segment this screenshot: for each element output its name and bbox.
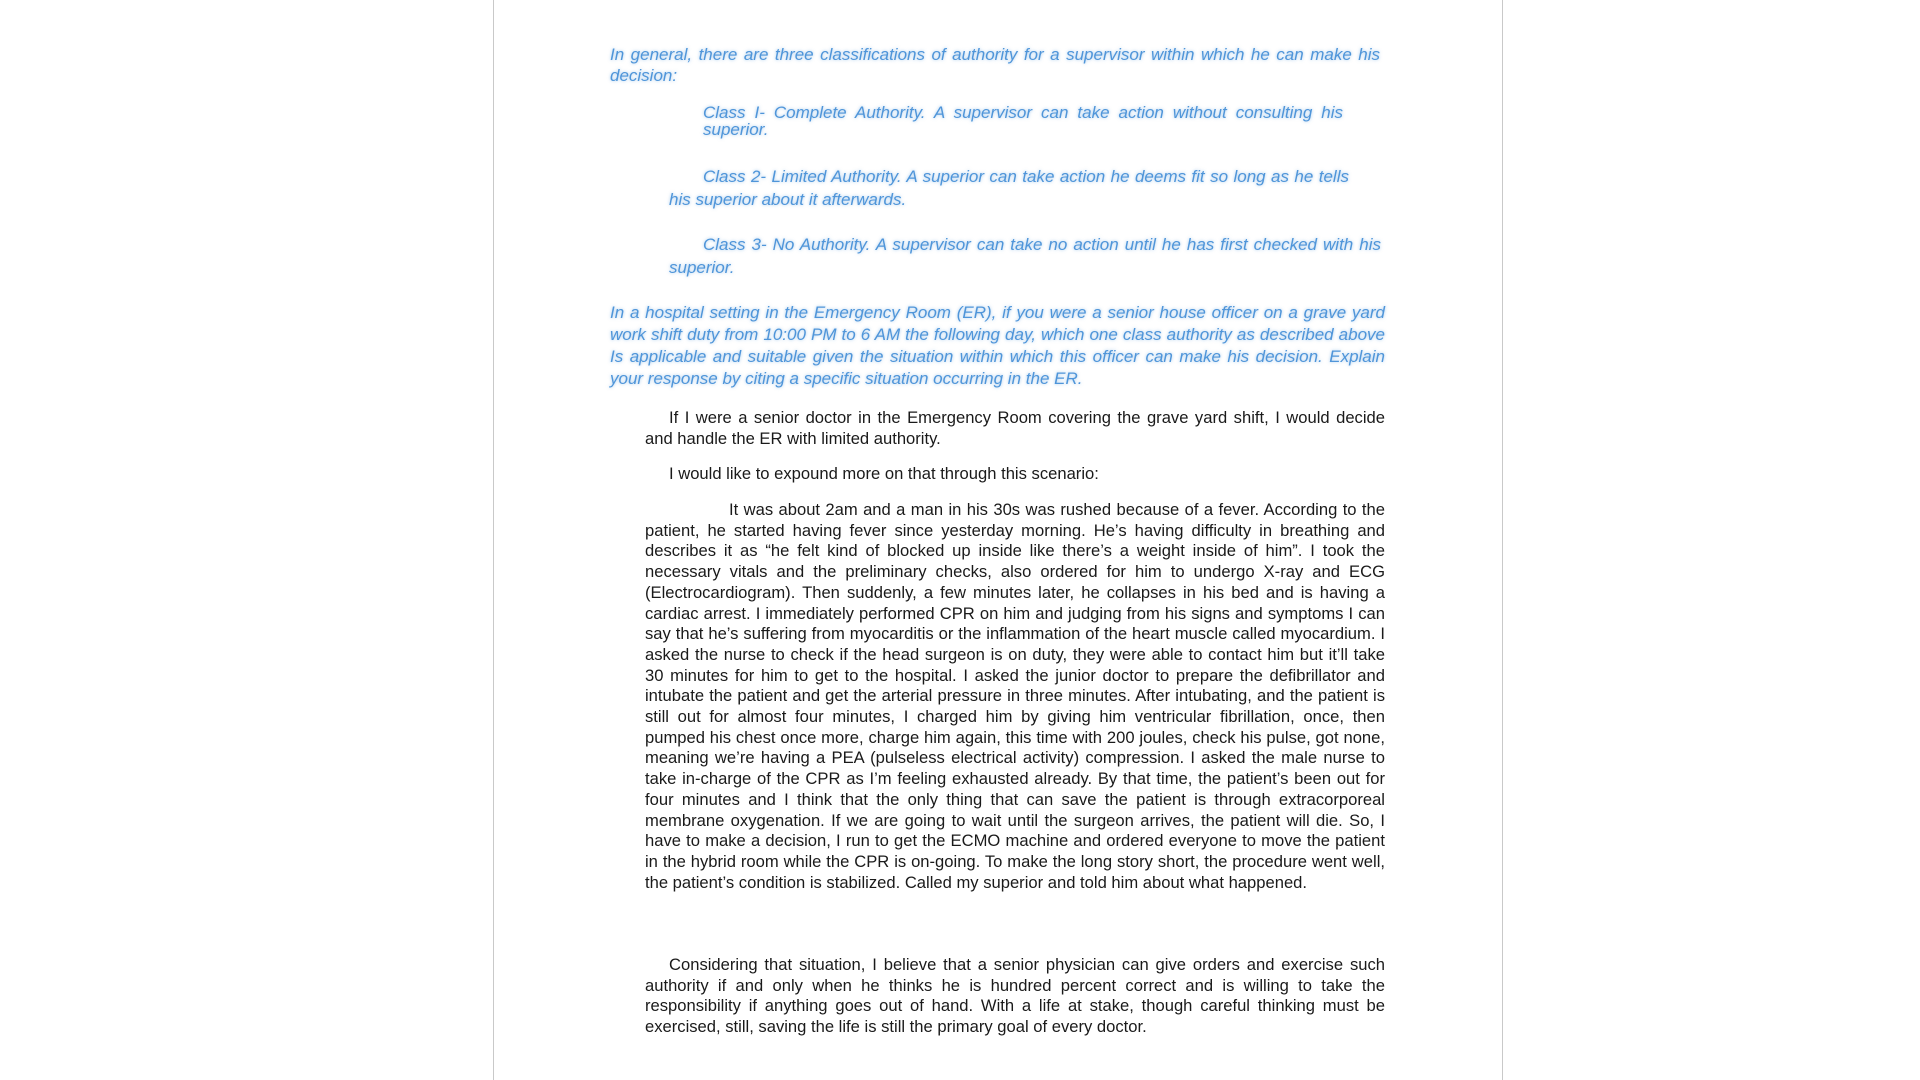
question-intro: In general, there are three classifications of authority for a supervisor within which he can make his decision: [610,45,1380,85]
answer-paragraph-1: If I were a senior doctor in the Emergency Room covering the grave yard shift, I would decide and handle the ER with limited authority. [645,408,1385,448]
question-prompt: In a hospital setting in the Emergency Room (ER), if you were a senior house officer on a grave yard work shift duty from 10:00 PM to 6 AM the following day, which one class authority as described above Is applicable and suitable given the situation within which this officer can make his decision. Explain your response by citing a specific situation occurring in the ER. [610,303,1385,388]
class-1-definition: Class I- Complete Authority. A supervisor can take action without consulting his superior. [703,103,1343,139]
answer-paragraph-2: I would like to expound more on that through this scenario: [669,464,1099,483]
conclusion-paragraph: Considering that situation, I believe that a senior physician can give orders and exercise such authority if and only when he thinks he is hundred percent correct and is willing to take the responsibility if anything goes out of hand. With a life at stake, though careful thinking must be exercised, still, saving the life is still the primary goal of every doctor. [645,955,1385,1037]
scenario-paragraph: It was about 2am and a man in his 30s was rushed because of a fever. According to the patient, he started having fever since yesterday morning. He’s having difficulty in breathing and describes it as “he felt kind of blocked up inside like there’s a weight inside of him”. I took the necessary vitals and the preliminary checks, also ordered for him to undergo X-ray and ECG (Electrocardiogram). Then suddenly, a few minutes later, he collapses in his bed and is having a cardiac arrest. I immediately performed CPR on him and judging from his signs and symptoms I can say that he’s suffering from myocarditis or the inflammation of the heart muscle called myocardium. I asked the nurse to check if the head surgeon is on duty, they were able to contact him but it’ll take 30 minutes for him to get to the hospital. I asked the junior doctor to prepare the defibrillator and intubate the patient and get the arterial pressure in three minutes. After intubating, and the patient is still out for almost four minutes, I charged him by giving him ventricular fibrillation, once, then pumped his chest once more, charge him again, this time with 200 joules, check his pulse, got none, meaning we’re having a PEA (pulseless electrical activity) compression. I asked the male nurse to take in-charge of the CPR as I’m feeling exhausted already. By that time, the patient’s been out for four minutes and I think that the only thing that can save the patient is through extracorporeal membrane oxygenation. If we are going to wait until the surgeon arrives, the patient will die. So, I have to make a decision, I run to get the ECMO machine and ordered everyone to move the patient in the hybrid room while the CPR is on-going. To make the long story short, the procedure went well, the patient’s condition is stabilized. Called my superior and told him about what happened. [645,500,1385,892]
class-2-definition: Class 2- Limited Authority. A superior can take action he deems fit so long as he tells his superior about it afterwards. [669,167,1349,209]
class-3-definition: Class 3- No Authority. A supervisor can take no action until he has first checked with his superior. [669,235,1381,277]
